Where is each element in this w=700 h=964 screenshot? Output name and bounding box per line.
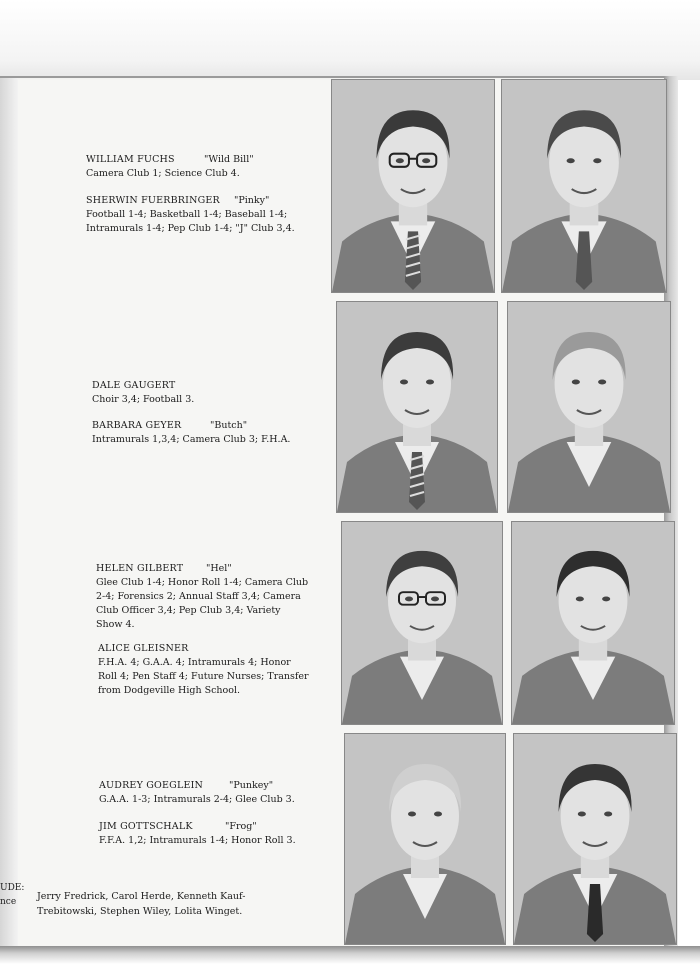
portrait-photo: [508, 302, 670, 512]
page-binding: [0, 78, 18, 948]
senior-entry-fuchs: [86, 153, 254, 181]
senior-entry-gaugert: [92, 379, 194, 407]
senior-entry-gottschalk: [99, 820, 296, 848]
portrait-alice-gleisner: [512, 522, 674, 724]
eye-shape: [572, 380, 580, 385]
student-nickname: "Frog": [225, 821, 257, 832]
student-nickname: "Wild Bill": [204, 154, 254, 165]
eye-shape: [400, 380, 408, 385]
student-activities: Choir 3,4; Football 3.: [92, 394, 195, 405]
student-name: ALICE GLEISNER: [98, 643, 189, 654]
student-activities: Camera Club 1; Science Club 4.: [86, 168, 240, 179]
cropped-text-fragment: [0, 881, 24, 909]
portrait-photo: [345, 734, 505, 944]
student-nickname: "Punkey": [229, 780, 274, 791]
footer-names: [37, 889, 245, 919]
student-name: BARBARA GEYER: [92, 420, 182, 431]
senior-entry-gilbert: [96, 562, 308, 632]
senior-entry-fuerbringer: [86, 194, 295, 236]
portrait-photo: [337, 302, 497, 512]
student-activities: Intramurals 1,3,4; Camera Club 3; F.H.A.: [92, 434, 291, 445]
eye-shape: [434, 812, 442, 817]
eye-shape: [567, 158, 575, 163]
student-activities: G.A.A. 1-3; Intramurals 2-4; Glee Club 3.: [99, 794, 295, 805]
student-nickname: "Hel": [206, 563, 232, 574]
portrait-jim-gottschalk: [514, 734, 676, 944]
portrait-helen-gilbert: [342, 522, 502, 724]
scan-background-top: [0, 0, 700, 80]
eye-shape: [408, 812, 416, 817]
eye-shape: [593, 158, 601, 163]
student-activities: Roll 4; Pen Staff 4; Future Nurses; Transfer: [98, 671, 309, 682]
portrait-sherwin-fuerbringer: [502, 80, 666, 292]
student-nickname: "Pinky": [234, 195, 270, 206]
portrait-photo: [342, 522, 502, 724]
eye-shape: [598, 380, 606, 385]
student-activities: Club Officer 3,4; Pep Club 3,4; Variety: [96, 605, 281, 616]
student-activities: from Dodgeville High School.: [98, 685, 241, 696]
student-activities: Football 1-4; Basketball 1-4; Baseball 1-4;: [86, 209, 288, 220]
student-name: AUDREY GOEGLEIN: [99, 780, 204, 791]
student-name: DALE GAUGERT: [92, 380, 176, 391]
student-activities: Glee Club 1-4; Honor Roll 1-4; Camera Club: [96, 577, 309, 588]
eye-shape: [405, 597, 413, 602]
eye-shape: [431, 597, 439, 602]
portrait-photo: [514, 734, 676, 944]
portrait-photo: [332, 80, 494, 292]
eye-shape: [396, 158, 404, 163]
footer-line: Jerry Fredrick, Carol Herde, Kenneth Kauf-: [37, 891, 246, 902]
eye-shape: [422, 158, 430, 163]
cropped-text-line: nce: [0, 897, 17, 907]
senior-entry-gleisner: [98, 642, 309, 698]
scan-background-bottom: [0, 946, 700, 964]
footer-line: Trebitowski, Stephen Wiley, Lolita Winget.: [37, 906, 243, 917]
portrait-photo: [502, 80, 666, 292]
student-name: JIM GOTTSCHALK: [99, 821, 193, 832]
portrait-dale-gaugert: [337, 302, 497, 512]
senior-entry-geyer: [92, 419, 290, 447]
portrait-barbara-geyer: [508, 302, 670, 512]
student-nickname: "Butch": [210, 420, 248, 431]
student-activities: F.F.A. 1,2; Intramurals 1-4; Honor Roll 3.: [99, 835, 296, 846]
eye-shape: [576, 597, 584, 602]
student-activities: 2-4; Forensics 2; Annual Staff 3,4; Camera: [96, 591, 301, 602]
student-name: SHERWIN FUERBRINGER: [86, 195, 220, 206]
student-activities: Show 4.: [96, 619, 135, 630]
eye-shape: [578, 812, 586, 817]
student-name: WILLIAM FUCHS: [86, 154, 175, 165]
portrait-william-fuchs: [332, 80, 494, 292]
cropped-text-line: UDE:: [0, 883, 25, 893]
eye-shape: [604, 812, 612, 817]
portrait-photo: [512, 522, 674, 724]
senior-entry-goeglein: [99, 779, 295, 807]
eye-shape: [426, 380, 434, 385]
student-activities: F.H.A. 4; G.A.A. 4; Intramurals 4; Honor: [98, 657, 291, 668]
student-activities: Intramurals 1-4; Pep Club 1-4; "J" Club 3,4.: [86, 223, 295, 234]
eye-shape: [602, 597, 610, 602]
student-name: HELEN GILBERT: [96, 563, 184, 574]
portrait-audrey-goeglein: [345, 734, 505, 944]
